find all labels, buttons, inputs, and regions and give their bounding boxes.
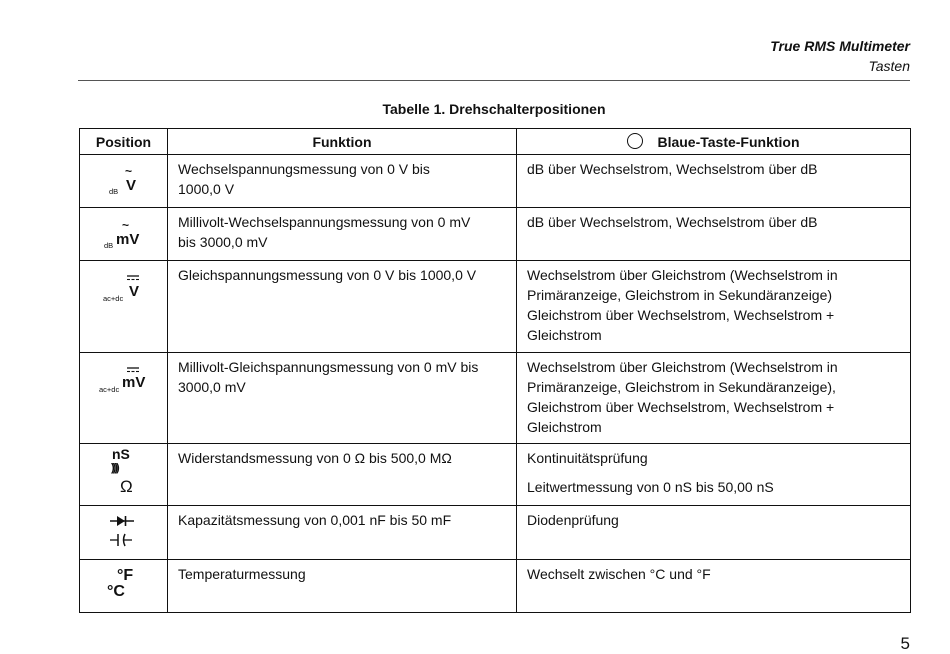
blue-function-cell [517, 261, 911, 353]
blue-function-text-line: Gleichstrom [527, 419, 602, 435]
column-header-position: Position [80, 129, 168, 155]
running-header-subtitle: Tasten [868, 58, 910, 74]
blue-function-cell [517, 506, 911, 560]
column-header-blue-button [517, 129, 911, 155]
rotary-switch-table [79, 128, 911, 613]
position-cell [80, 560, 168, 613]
table-row [80, 506, 911, 560]
function-cell [168, 261, 517, 353]
dc-bar-icon [127, 275, 139, 281]
table-row [80, 353, 911, 444]
nanosiemens-label: nS [112, 446, 130, 462]
page-number: 5 [900, 634, 910, 653]
diode-icon [110, 515, 134, 527]
function-text-line: bis 3000,0 mV [178, 234, 268, 250]
position-cell [80, 155, 168, 208]
line-gap [527, 468, 900, 477]
blue-function-cell [517, 353, 911, 444]
function-text-line: Millivolt-Wechselspannungsmessung von 0 mV [178, 214, 471, 230]
column-header-blue-label: Blaue-Taste-Funktion [657, 133, 800, 150]
function-text-line: Gleichspannungsmessung von 0 V bis 1000,0 V [178, 267, 477, 283]
blue-function-text-line: Wechselt zwischen °C und °F [527, 566, 711, 582]
celsius-label: °C [107, 583, 125, 600]
dc-millivolt-symbol [80, 353, 167, 443]
blue-function-cell [517, 560, 911, 613]
table-row [80, 444, 911, 506]
position-big-label: V [129, 283, 140, 300]
position-cell [80, 261, 168, 353]
blue-function-text-line: Leitwertmessung von 0 nS bis 50,00 nS [527, 479, 774, 495]
column-header-function: Funktion [168, 129, 517, 155]
blue-function-cell [517, 208, 911, 261]
function-cell [168, 208, 517, 261]
blue-function-text-line: dB über Wechselstrom, Wechselstrom über dB [527, 214, 818, 230]
function-cell [168, 155, 517, 208]
position-cell [80, 506, 168, 560]
table-header-row [80, 129, 911, 155]
position-cell [80, 444, 168, 506]
function-cell [168, 444, 517, 506]
function-text-line: Temperaturmessung [178, 566, 306, 582]
blue-function-text-line: Wechselstrom über Gleichstrom (Wechselstrom in [527, 359, 838, 375]
fahrenheit-label: °F [117, 567, 134, 584]
table-row [80, 560, 911, 613]
blue-function-text-line: Gleichstrom über Wechselstrom, Wechselstrom + [527, 307, 835, 323]
position-small-label: dB [109, 187, 119, 196]
function-text-line: Kapazitätsmessung von 0,001 nF bis 50 mF [178, 512, 452, 528]
position-cell [80, 353, 168, 444]
table-row [80, 208, 911, 261]
blue-function-text-line: Primäranzeige, Gleichstrom in Sekundäranzeige) [527, 287, 833, 303]
function-text-line: Millivolt-Gleichspannungsmessung von 0 mV bis [178, 359, 479, 375]
capacitor-icon [110, 534, 132, 546]
function-cell [168, 353, 517, 444]
position-big-label: mV [122, 374, 146, 391]
blue-function-text-line: Gleichstrom [527, 327, 602, 343]
blue-function-text-line: Gleichstrom über Wechselstrom, Wechselstrom + [527, 399, 835, 415]
blue-function-text-line: Diodenprüfung [527, 512, 619, 528]
table-row [80, 261, 911, 353]
function-text-line: Widerstandsmessung von 0 Ω bis 500,0 MΩ [178, 450, 452, 466]
blue-button-icon [627, 133, 643, 149]
function-cell [168, 506, 517, 560]
blue-function-text-line: Kontinuitätsprüfung [527, 450, 648, 466]
position-small-label: ac+dc [103, 294, 124, 303]
position-cell [80, 208, 168, 261]
ac-wave-icon: ~ [125, 164, 133, 178]
continuity-beeper-icon: )))) [111, 462, 118, 474]
ac-wave-icon: ~ [122, 218, 130, 232]
function-text-line: Wechselspannungsmessung von 0 V bis [178, 161, 430, 177]
blue-function-cell [517, 155, 911, 208]
ac-volt-symbol [80, 155, 167, 207]
blue-function-text-line: Wechselstrom über Gleichstrom (Wechselstrom in [527, 267, 838, 283]
header-rule [78, 80, 910, 81]
position-big-label: mV [116, 231, 140, 248]
blue-function-text-line: dB über Wechselstrom, Wechselstrom über dB [527, 161, 818, 177]
running-header-title: True RMS Multimeter [770, 38, 910, 54]
blue-function-text-line: Primäranzeige, Gleichstrom in Sekundäranzeige), [527, 379, 836, 395]
function-text-line: 3000,0 mV [178, 379, 246, 395]
dc-volt-symbol [80, 261, 167, 352]
position-small-label: dB [104, 241, 114, 250]
diode-capacitance-symbol [80, 506, 167, 559]
temperature-symbol [80, 560, 167, 612]
ohm-icon: Ω [120, 477, 133, 496]
position-big-label: V [126, 177, 137, 194]
blue-function-cell [517, 444, 911, 506]
resistance-symbol [80, 444, 167, 505]
function-text-line: 1000,0 V [178, 181, 235, 197]
ac-millivolt-symbol [80, 208, 167, 260]
function-cell [168, 560, 517, 613]
position-small-label: ac+dc [99, 385, 120, 394]
table-row [80, 155, 911, 208]
table-caption: Tabelle 1. Drehschalterpositionen [382, 101, 606, 117]
